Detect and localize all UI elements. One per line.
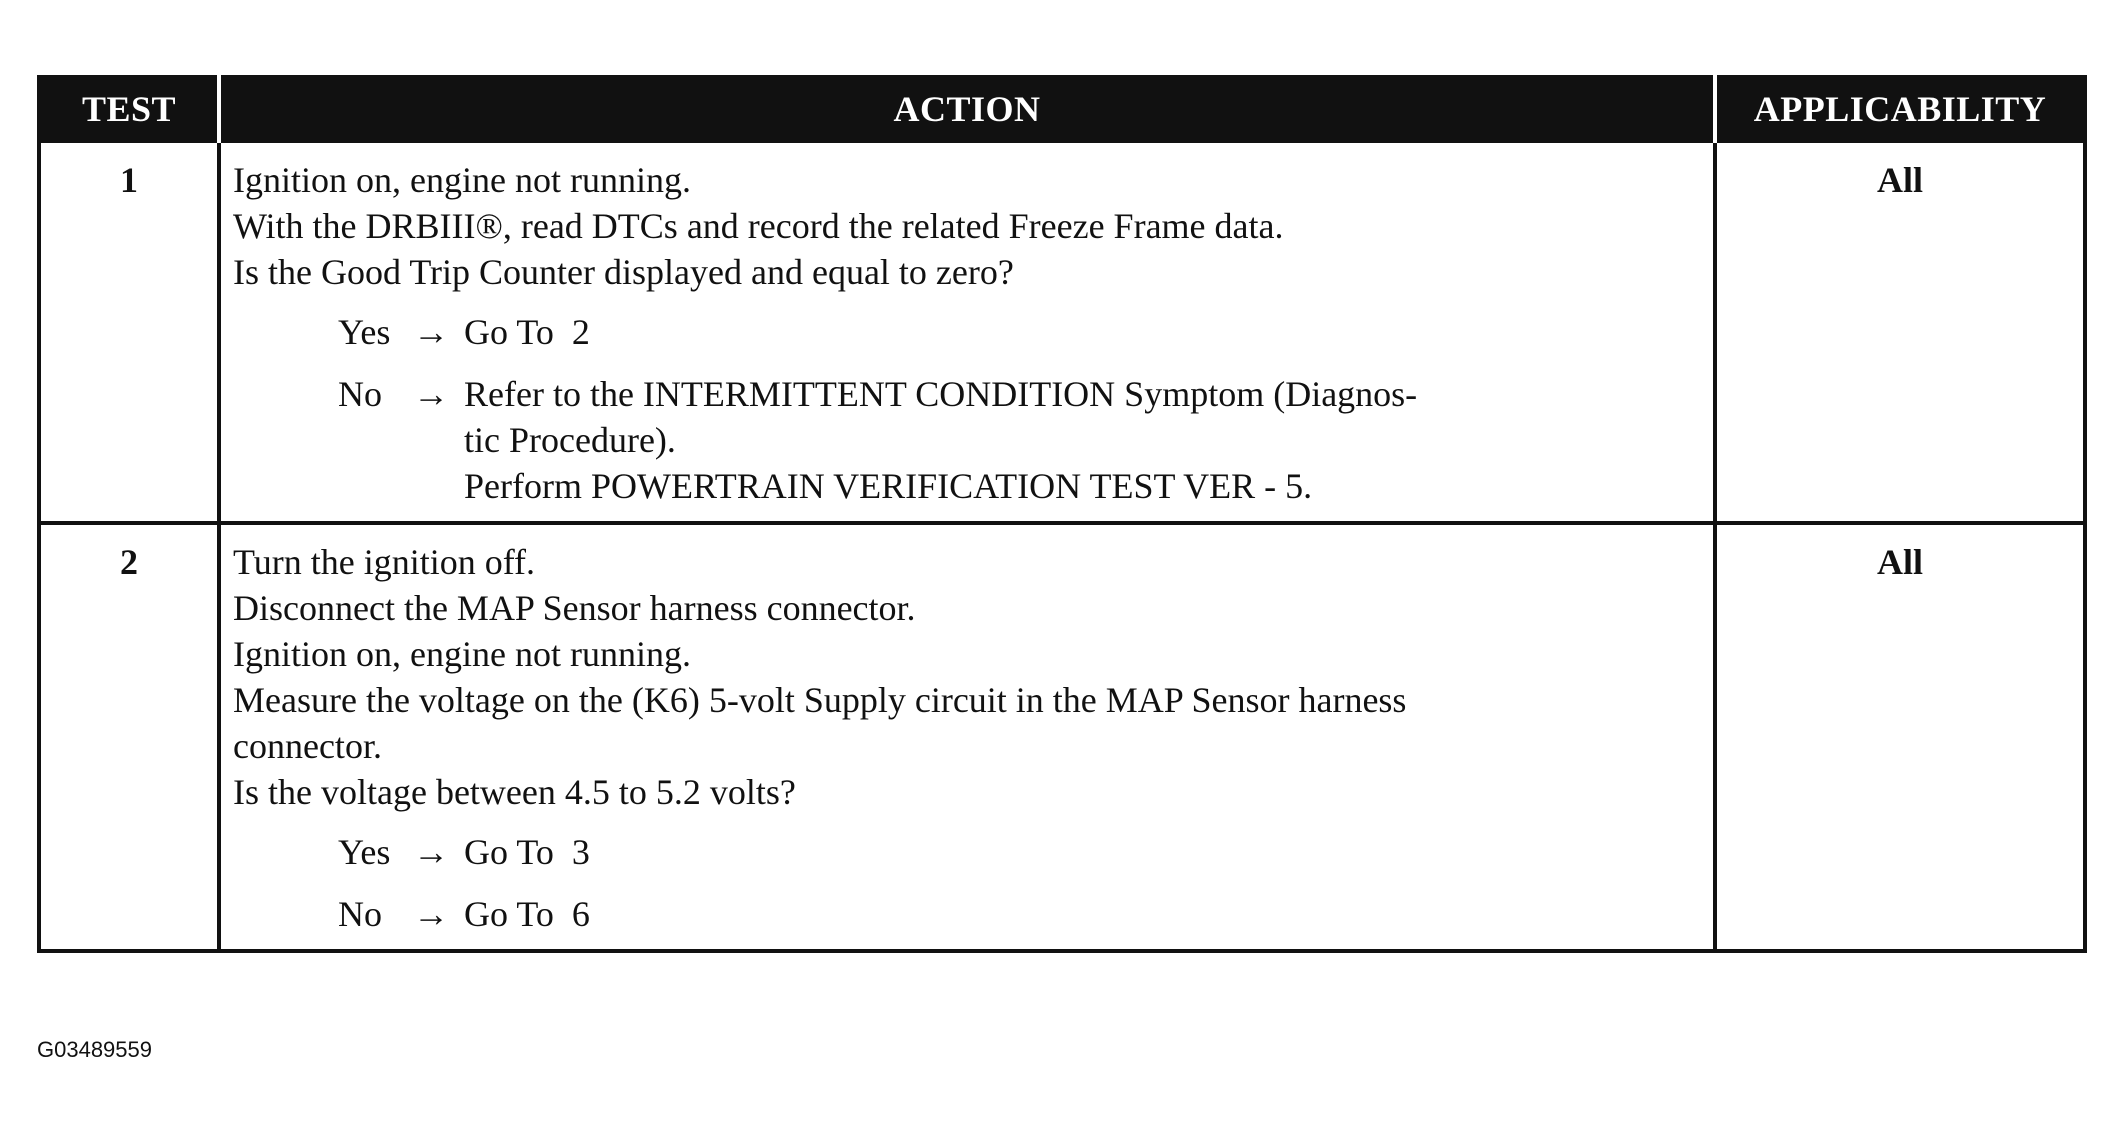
applicability-value: All bbox=[1715, 141, 2085, 523]
table-header-row bbox=[39, 77, 2085, 141]
figure-id: G03489559 bbox=[37, 1037, 152, 1062]
table-row bbox=[39, 141, 2085, 523]
header-action: ACTION bbox=[219, 77, 1715, 141]
answer-label: No bbox=[338, 894, 382, 934]
action-step: Turn the ignition off. bbox=[233, 542, 536, 582]
goto-instruction: Go To 3 bbox=[464, 832, 590, 872]
action-cell bbox=[219, 141, 1715, 523]
answer-result bbox=[464, 891, 1703, 937]
goto-instruction: Go To 6 bbox=[464, 894, 590, 934]
action-step: With the DRBIII®, read DTCs and record the related Freeze Frame data. bbox=[233, 206, 1284, 246]
action-step: Ignition on, engine not running. bbox=[233, 160, 691, 200]
answer-label: Yes bbox=[338, 312, 391, 352]
action-step: Disconnect the MAP Sensor harness connector. bbox=[233, 588, 916, 628]
action-step: Ignition on, engine not running. bbox=[233, 634, 691, 674]
action-step: Measure the voltage on the (K6) 5-volt Supply circuit in the MAP Sensor harness bbox=[233, 680, 1407, 720]
answer-list bbox=[233, 829, 1703, 937]
action-step: connector. bbox=[233, 726, 382, 766]
answer-list bbox=[233, 309, 1703, 509]
test-number: 1 bbox=[39, 141, 219, 523]
answer-yes bbox=[233, 829, 1703, 875]
action-question: Is the Good Trip Counter displayed and equal to zero? bbox=[233, 252, 1014, 292]
answer-no bbox=[233, 371, 1703, 509]
result-line: Perform POWERTRAIN VERIFICATION TEST VER - 5. bbox=[464, 466, 1313, 506]
goto-instruction: Go To 2 bbox=[464, 312, 590, 352]
arrow-right-icon: → bbox=[413, 312, 449, 352]
header-test: TEST bbox=[39, 77, 219, 141]
result-line: Refer to the INTERMITTENT CONDITION Symptom (Diagnos- bbox=[464, 374, 1418, 414]
result-line: tic Procedure). bbox=[464, 420, 676, 460]
applicability-value: All bbox=[1715, 523, 2085, 951]
answer-result bbox=[464, 371, 1703, 509]
answer-result bbox=[464, 829, 1703, 875]
arrow-right-icon: → bbox=[413, 894, 449, 934]
answer-label: No bbox=[338, 374, 382, 414]
action-question: Is the voltage between 4.5 to 5.2 volts? bbox=[233, 772, 796, 812]
arrow-right-icon: → bbox=[413, 832, 449, 872]
table-row bbox=[39, 523, 2085, 951]
test-number: 2 bbox=[39, 523, 219, 951]
arrow-right-icon: → bbox=[413, 374, 449, 414]
answer-result bbox=[464, 309, 1703, 355]
answer-yes bbox=[233, 309, 1703, 355]
diagnostic-test-table bbox=[37, 75, 2087, 953]
header-applicability: APPLICABILITY bbox=[1715, 77, 2085, 141]
answer-label: Yes bbox=[338, 832, 391, 872]
action-cell bbox=[219, 523, 1715, 951]
answer-no bbox=[233, 891, 1703, 937]
